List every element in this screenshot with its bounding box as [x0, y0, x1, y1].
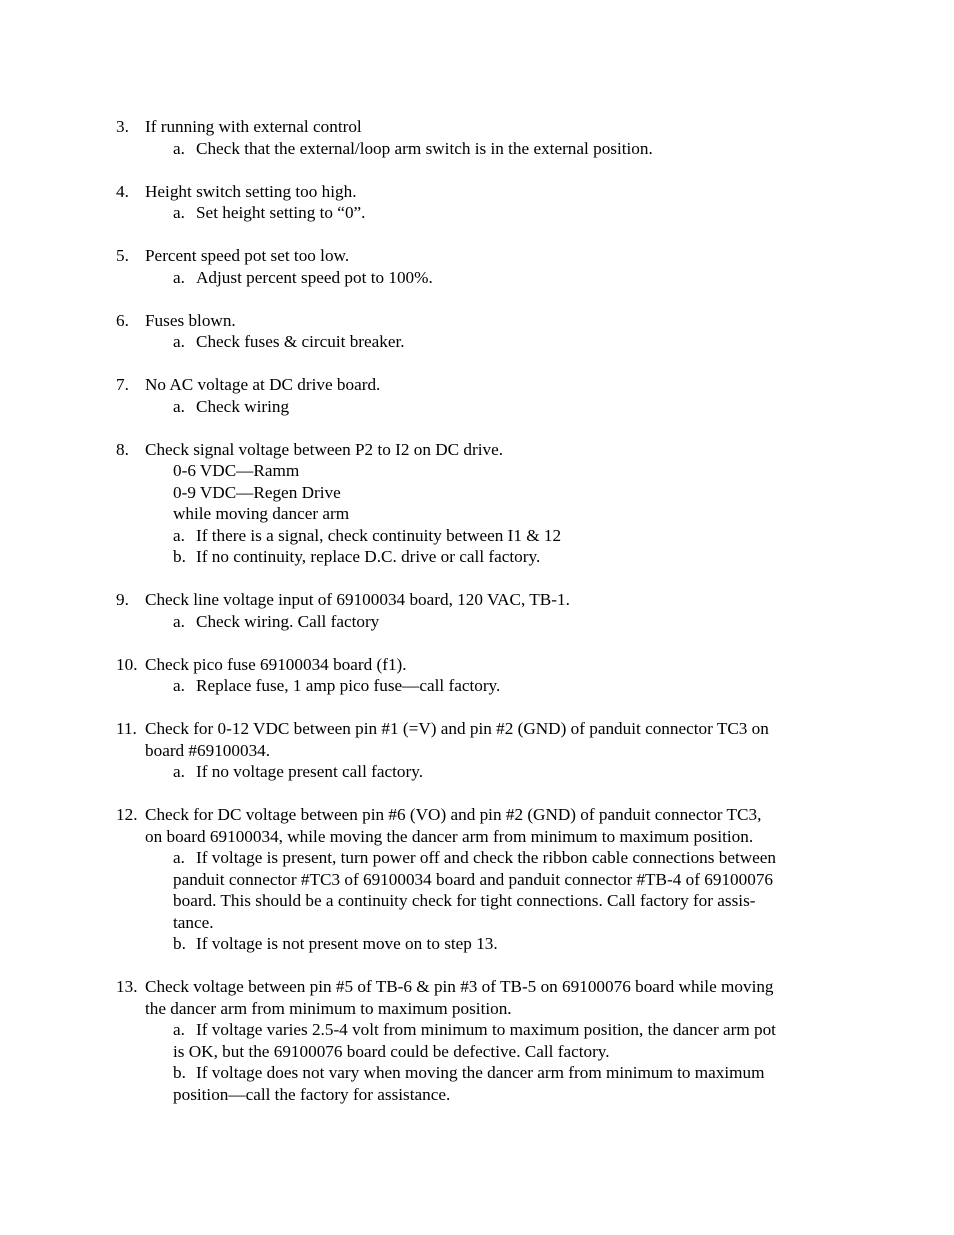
item-text: Check line voltage input of 69100034 board, 120 VAC, TB-1. — [145, 590, 570, 609]
item-text: on board 69100034, while moving the dancer arm from minimum to maximum position. — [145, 826, 754, 846]
item-number: 13. — [116, 977, 138, 996]
item-text: Height switch setting too high. — [145, 181, 357, 201]
sub-item-text: Set height setting to “0”. — [196, 203, 366, 222]
sub-item-letter: a. — [173, 762, 185, 781]
sub-item-text: position—call the factory for assistance. — [173, 1084, 451, 1104]
item-text: the dancer arm from minimum to maximum position. — [145, 998, 512, 1018]
sub-item-text: is OK, but the 69100076 board could be defective. Call factory. — [173, 1041, 610, 1061]
sub-item-text: If voltage is not present move on to step 13. — [196, 934, 498, 953]
sub-item-letter: a. — [173, 525, 185, 545]
item-number: 7. — [116, 375, 129, 394]
sub-item-letter: b. — [173, 1063, 186, 1082]
sub-item-letter: a. — [173, 1020, 185, 1039]
sub-item-text: If no voltage present call factory. — [196, 762, 423, 781]
sub-item-text: Check wiring — [196, 396, 290, 416]
item-number: 10. — [116, 654, 138, 674]
sub-item-letter: a. — [173, 396, 185, 416]
sub-item-text: Adjust percent speed pot to 100%. — [196, 267, 433, 287]
sub-item-letter: b. — [173, 547, 186, 566]
item-text: No AC voltage at DC drive board. — [145, 375, 381, 394]
item-number: 3. — [116, 117, 129, 136]
sub-item-text: Check fuses & circuit breaker. — [196, 332, 405, 351]
item-text: If running with external control — [145, 117, 362, 136]
item-text: Check voltage between pin #5 of TB-6 & pin #3 of TB-5 on 69100076 board while moving — [145, 977, 774, 996]
sub-item-text: If voltage is present, turn power off and check the ribbon cable connections between — [196, 848, 777, 867]
item-number: 8. — [116, 439, 129, 459]
sub-item-letter: a. — [173, 848, 185, 867]
sub-item-letter: a. — [173, 267, 185, 287]
sub-item-text: If no continuity, replace D.C. drive or call factory. — [196, 547, 541, 566]
item-text: Fuses blown. — [145, 310, 236, 330]
item-text: board #69100034. — [145, 740, 271, 760]
sub-item-letter: a. — [173, 203, 185, 222]
item-text: Check for DC voltage between pin #6 (VO) and pin #2 (GND) of panduit connector TC3, — [145, 805, 762, 824]
sub-item-text: Check wiring. Call factory — [196, 611, 380, 631]
item-number: 6. — [116, 310, 129, 330]
item-text: Check for 0-12 VDC between pin #1 (=V) and pin #2 (GND) of panduit connector TC3 on — [145, 719, 769, 738]
sub-item-letter: a. — [173, 676, 185, 695]
sub-item-letter: b. — [173, 934, 186, 953]
item-number: 11. — [116, 719, 137, 738]
sub-item-text: If voltage varies 2.5-4 volt from minimum to maximum position, the dancer arm pot — [196, 1020, 776, 1039]
sub-item-text: tance. — [173, 912, 214, 932]
sub-item-text: panduit connector #TC3 of 69100034 board and panduit connector #TB-4 of 69100076 — [173, 869, 774, 889]
item-note: 0-6 VDC—Ramm — [173, 461, 300, 480]
item-number: 5. — [116, 246, 129, 265]
sub-item-text: Replace fuse, 1 amp pico fuse—call factory. — [196, 676, 501, 695]
sub-item-letter: a. — [173, 611, 185, 631]
sub-item-letter: a. — [173, 138, 185, 158]
sub-item-text: Check that the external/loop arm switch is in the external position. — [196, 138, 653, 158]
item-number: 12. — [116, 805, 138, 824]
item-text: Check pico fuse 69100034 board (f1). — [145, 654, 407, 674]
item-note: while moving dancer arm — [173, 504, 350, 523]
sub-item-text: If there is a signal, check continuity between I1 & 12 — [196, 525, 562, 545]
sub-item-text: If voltage does not vary when moving the dancer arm from minimum to maximum — [196, 1063, 765, 1082]
item-text: Percent speed pot set too low. — [145, 246, 350, 265]
sub-item-letter: a. — [173, 332, 185, 351]
item-text: Check signal voltage between P2 to I2 on DC drive. — [145, 439, 504, 459]
item-note: 0-9 VDC—Regen Drive — [173, 482, 341, 502]
item-number: 9. — [116, 590, 129, 609]
sub-item-text: board. This should be a continuity check for tight connections. Call factory for assis- — [173, 891, 756, 910]
item-number: 4. — [116, 181, 129, 201]
